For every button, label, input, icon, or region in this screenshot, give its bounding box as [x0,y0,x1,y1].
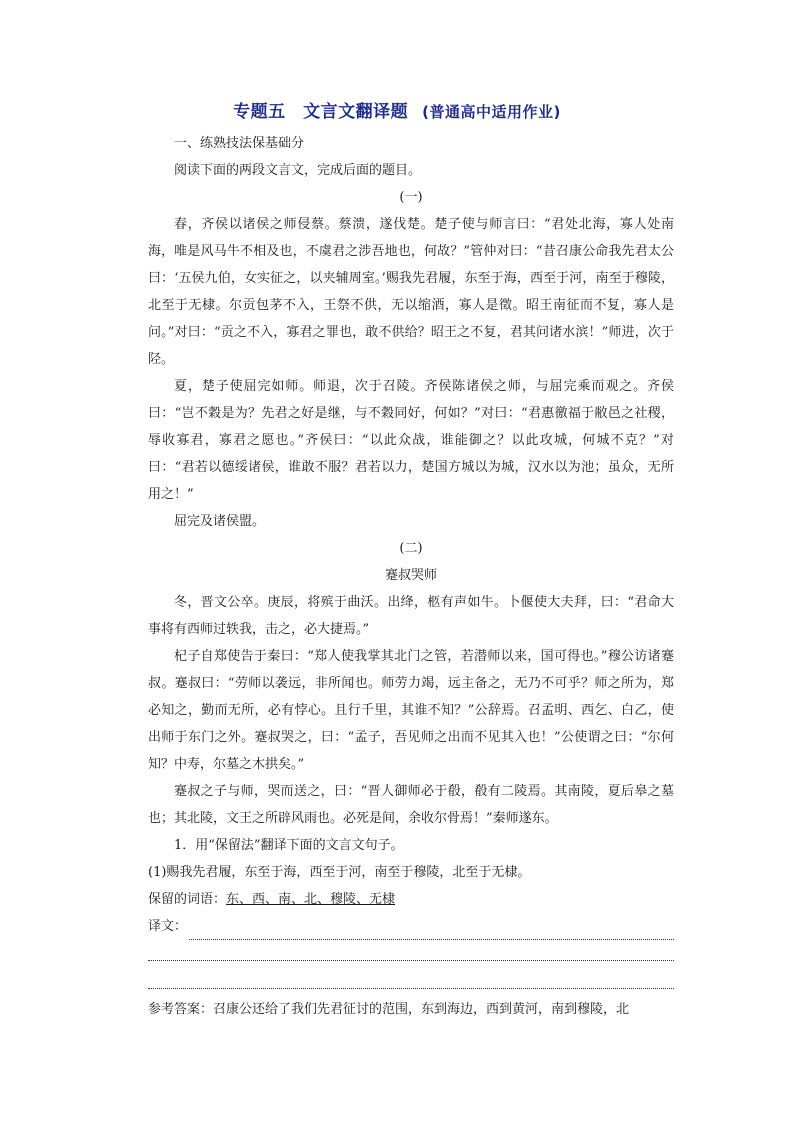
passage2-paragraph: 杞子自郑使告于秦曰：“郑人使我掌其北门之管，若潜师以来，国可得也。”穆公访诸蹇叔。蹇叔曰：“劳师以袭远，非所闻也。师劳力竭，远主备之，无乃不可乎？师之所为，郑必知之，勤而无所，必有悖心。且行千里，其谁不知？”公辞焉。召孟明、西乞、白乙，使出师于东门之外。蹇叔哭之，曰：“孟子，吾见师之出而不见其入也！”公使谓之曰：“尔何知？中寿，尔墓之木拱矣。” [148,649,674,772]
passage1-paragraph: 屈完及诸侯盟。 [174,514,266,529]
translation-label: 译文： [148,919,188,934]
section-heading: 一、练熟技法保基础分 [174,136,305,151]
answer-text: 召康公还给了我们先君征讨的范围，东到海边，西到黄河，南到穆陵，北 [213,1002,630,1017]
title-main: 专题五 文言文翻译题 [233,102,409,122]
translation-line [148,913,674,940]
answer-blank-line[interactable] [148,968,674,989]
keep-words-line [148,886,674,913]
passage1-paragraph: 春，齐侯以诸侯之师侵蔡。蔡溃，遂伐楚。楚子使与师言曰：“君处北海，寡人处南海，唯是风马牛不相及也，不虞君之涉吾地也，何故？”管仲对曰：“昔召康公命我先君太公曰：‘五侯九伯，女实征之，以夹辅周室。’赐我先君履，东至于海，西至于河，南至于穆陵，北至于无棣。尔贡包茅不入，王祭不供，无以缩酒，寡人是徵。昭王南征而不复，寡人是问。”对曰：“贡之不入，寡君之罪也，敢不供给？昭王之不复，君其问诸水滨！”师进，次于陉。 [148,217,674,367]
reference-answer [148,996,674,1023]
passage2-label: (二) [399,541,423,556]
passage1-paragraph: 夏，楚子使屈完如师。师退，次于召陵。齐侯陈诸侯之师，与屈完乘而观之。齐侯曰：“岂不穀是为？先君之好是继，与不穀同好，何如？”对曰：“君惠徼福于敝邑之社稷，辱收寡君，寡君之愿也。”齐侯曰：“以此众战，谁能御之？以此攻城，何城不克？”对曰：“君若以德绥诸侯，谁敢不服？君若以力，楚国方城以为城，汉水以为池；虽众，无所用之！” [148,379,674,502]
document-body [148,130,674,1023]
question-stem: 1．用“保留法”翻译下面的文言文句子。 [174,838,404,853]
keep-words: 东、西、南、北、穆陵、无棣 [226,892,396,907]
answer-label: 参考答案： [148,1002,214,1017]
question-item: (1)赐我先君履，东至于海，西至于河，南至于穆陵，北至于无棣。 [148,865,531,880]
answer-blank[interactable] [189,925,674,940]
instruction-text: 阅读下面的两段文言文，完成后面的题目。 [174,163,422,178]
passage1-label: (一) [399,190,423,205]
keep-words-label: 保留的词语： [148,892,227,907]
passage2-title: 蹇叔哭师 [384,568,437,583]
passage2-paragraph: 冬，晋文公卒。庚辰，将殡于曲沃。出绛，柩有声如牛。卜偃使大夫拜，曰：“君命大事将有西师过轶我，击之，必大捷焉。” [148,595,674,637]
passage2-paragraph: 蹇叔之子与师，哭而送之，曰：“晋人御师必于殽，殽有二陵焉。其南陵，夏后皋之墓也；其北陵，文王之所辟风雨也。必死是间，余收尔骨焉！”秦师遂东。 [148,784,674,826]
answer-blank-line[interactable] [148,940,674,961]
title-sub: (普通高中适用作业) [422,103,561,121]
page-title [0,97,794,122]
